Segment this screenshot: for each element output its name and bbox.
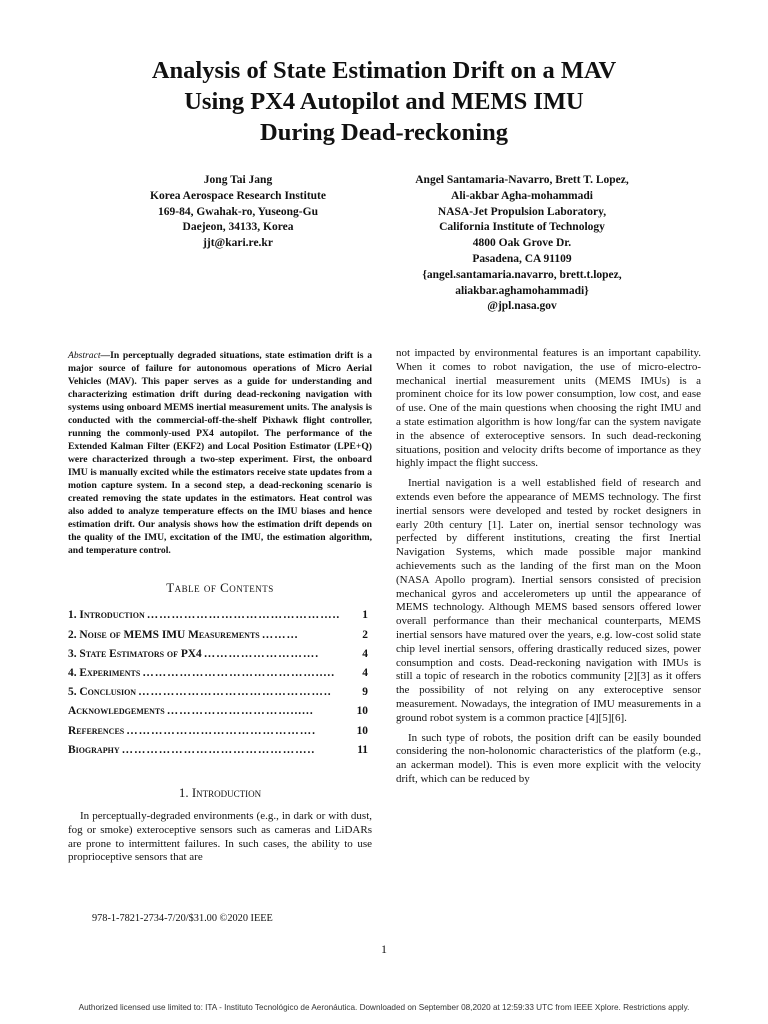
author-names: Angel Santamaria-Navarro, Brett T. Lopez,: [415, 174, 629, 186]
author-block-right: [384, 173, 660, 315]
toc-entry: [68, 722, 372, 741]
author-email: jjt@kari.re.kr: [203, 237, 273, 250]
toc-entry: [68, 703, 372, 722]
title-line-2: Using PX4 Autopilot and MEMS IMU: [184, 88, 584, 115]
body-paragraph: In such type of robots, the position drift can be easily bounded considering the non-holonomic characteristics of the platform (e.g., an ackerman model). This is even more explicit with the velocity drift, which can be reduced by: [396, 731, 701, 785]
author-address: 169-84, Gwahak-ro, Yuseong-Gu: [158, 205, 318, 218]
author-email: {angel.santamaria.navarro, brett.t.lopez,: [422, 268, 622, 281]
toc-label: 5. Conclusion: [68, 686, 137, 699]
body-paragraph: Inertial navigation is a well established field of research and extends even before the appearance of MEMS technology. The first inertial sensors were developed and tested by rocket designers in early 20th century [1]. Later on, inertial sensor technology was perfected by different institutions, creating the first Inertial Navigation Systems, which made possible major mankind achievements such as the landing of the first man on the Moon (NASA Apollo program). Inertial sensors consisted of precision mechanical gyros and accelerometers up until the appearance of MEMS technology. Although MEMS based sensors offered lower overall performance than their mechanical counterparts, MEMS inertial sensors have matured over the years, e.g. low-cost solid state chip level inertial sensors, offering drastically reduced sizes, power consumption and costs. Dead-reckoning navigation with IMUs is still a topic of research in the robotics community [2][3] as it offers the possibility of not relying on any exteroceptive sensor measurement. Nowadays, the integration of IMU measurements in a ground robot system is a common practice [4][5][6].: [396, 477, 701, 724]
toc-dots: …………………………………….....: [142, 667, 336, 680]
toc-label: 4. Experiments: [68, 667, 141, 680]
author-address: 4800 Oak Grove Dr.: [472, 237, 572, 250]
intro-paragraph: In perceptually-degraded environments (e.g., in dark or with dust, fog or smoke) exteroceptive sensors such as cameras and LiDARs are prone to intermittent failures. In such cases, the ability to use proprioceptive sensors that are: [68, 810, 372, 864]
license-footer: Authorized licensed use limited to: ITA - Instituto Tecnológico de Aeronáutica. Downloaded on September 08,2020 at 12:59:33 UTC from IEEE Xplore. Restrictions apply.: [78, 1003, 690, 1012]
toc-page: 10: [356, 724, 368, 737]
toc-label: Biography: [68, 743, 120, 756]
toc-dots: ……………………………………….: [126, 724, 316, 737]
toc-dots: …………………………......: [166, 705, 314, 718]
toc-page: 4: [362, 667, 368, 680]
toc-page: 4: [362, 647, 368, 660]
toc-page: 1: [362, 609, 368, 622]
author-name: Jong Tai Jang: [203, 174, 273, 186]
toc-dots: ………………………………………..: [146, 609, 341, 622]
right-column: [396, 347, 701, 793]
section-heading-introduction: 1. Introduction: [178, 785, 262, 801]
toc-label: References: [68, 724, 125, 737]
left-column: [68, 349, 372, 871]
copyright-notice: 978-1-7821-2734-7/20/$31.00 ©2020 IEEE: [92, 913, 273, 924]
toc-label: 3. State Estimators of PX4: [68, 647, 202, 660]
body-paragraph: not impacted by environmental features is an important capability. When it comes to robot navigation, the use of micro-electro-mechanical inertial measurement units (MEMS IMUs) is a prominent choice for its low power consumption, low cost, and ease of use. One of the main questions when choosing the right IMU and a state estimation algorithm is how long/far can the system navigate in the absence of exteroceptive sensors. In such dead-reckoning situations, position and velocity drifts become of importance as they highly impact the flight success.: [396, 347, 701, 470]
abstract-text: —In perceptually degraded situations, state estimation drift is a major source of failure for autonomous operations of Micro Aerial Vehicles (MAV). This paper serves as a guide for understanding and characterizing estimation drift during dead-reckoning navigation with systems using onboard MEMS inertial measurement units. The analysis is conducted with the commercial-off-the-shelf Pixhawk flight controller, running the commonly-used PX4 autopilot. The performance of the Extended Kalman Filter (EKF2) and Local Position Estimator (LPE+Q) were characterized through a two-step experiment. First, the onboard IMU is manually excited while the estimators receive state updates from a motion capture system. In a second step, a dead-reckoning scenario is created removing the state updates in the estimators. Heat control was also added to analyze temperature effects on the IMU biases and hence estimation drift. Our analysis shows how the estimation drift depends on the quality of the IMU, excitation of the IMU, the estimation algorithm, and temperature control.: [68, 350, 372, 556]
toc-title: Table of Contents: [166, 580, 274, 595]
toc-dots: ………………………………………..: [138, 686, 332, 699]
toc-page: 2: [362, 628, 368, 641]
toc-label: 1. Introduction: [68, 609, 145, 622]
paper-title: [60, 55, 708, 148]
toc-entry: [68, 626, 372, 645]
author-affiliation: NASA-Jet Propulsion Laboratory,: [437, 205, 607, 218]
title-line-1: Analysis of State Estimation Drift on a MAV: [151, 57, 617, 84]
toc-label: 2. Noise of MEMS IMU Measurements: [68, 628, 260, 641]
toc-entry: [68, 664, 372, 683]
toc-page: 11: [357, 743, 368, 756]
toc-entry: [68, 607, 372, 626]
abstract-lead: Abstract: [68, 350, 101, 361]
toc-entry: [68, 741, 372, 760]
toc-entry: [68, 645, 372, 664]
table-of-contents: [68, 607, 372, 761]
toc-dots: ………………………………………..: [121, 743, 316, 756]
author-address: Pasadena, CA 91109: [472, 252, 572, 265]
page-number: 1: [381, 942, 387, 956]
author-affiliation: Korea Aerospace Research Institute: [150, 189, 326, 202]
author-affiliation: California Institute of Technology: [439, 221, 605, 234]
toc-label: Acknowledgements: [68, 705, 165, 718]
author-block-left: [110, 173, 366, 252]
toc-dots: ……………………….: [203, 647, 320, 660]
toc-dots: ………: [261, 628, 299, 641]
author-address: Daejeon, 34133, Korea: [182, 221, 294, 234]
toc-page: 9: [362, 686, 368, 699]
toc-page: 10: [356, 705, 368, 718]
abstract: [68, 349, 372, 557]
author-email: @jpl.nasa.gov: [487, 300, 557, 313]
author-email: aliakbar.aghamohammadi}: [455, 284, 589, 297]
author-names: Ali-akbar Agha-mohammadi: [451, 189, 593, 202]
title-line-3: During Dead-reckoning: [260, 119, 508, 146]
toc-entry: [68, 684, 372, 703]
